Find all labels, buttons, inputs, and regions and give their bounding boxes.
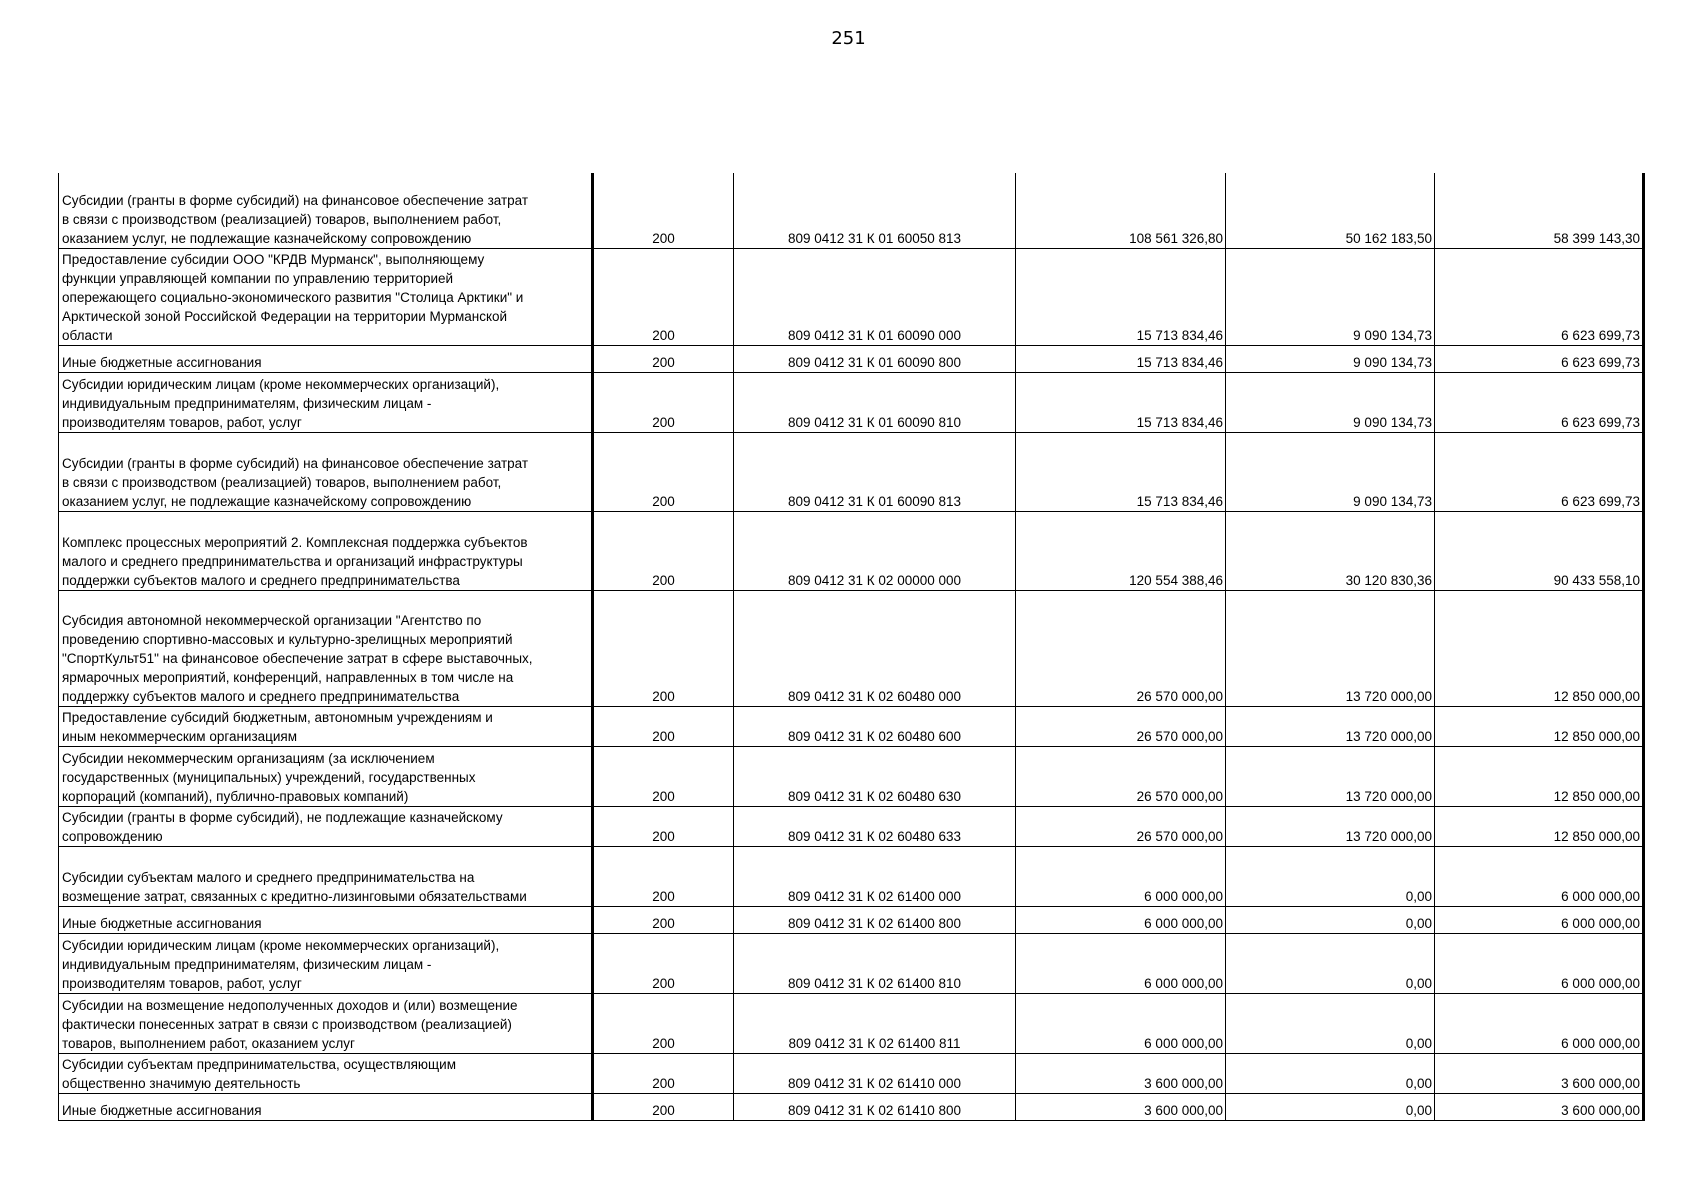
row-kbk: 809 0412 31 К 01 60090 800 bbox=[734, 345, 1016, 372]
row-col3: 3 600 000,00 bbox=[1435, 1053, 1644, 1093]
table-row bbox=[59, 345, 1644, 372]
row-col3: 6 623 699,73 bbox=[1435, 432, 1644, 511]
row-kbk: 809 0412 31 К 02 61400 811 bbox=[734, 993, 1016, 1053]
row-code: 200 bbox=[593, 345, 734, 372]
row-col2: 9 090 134,73 bbox=[1226, 248, 1435, 345]
row-code: 200 bbox=[593, 432, 734, 511]
row-kbk: 809 0412 31 К 01 60090 000 bbox=[734, 248, 1016, 345]
table-row bbox=[59, 806, 1644, 846]
row-total: 6 000 000,00 bbox=[1016, 993, 1226, 1053]
row-total: 26 570 000,00 bbox=[1016, 746, 1226, 806]
row-total: 15 713 834,46 bbox=[1016, 248, 1226, 345]
row-col2: 0,00 bbox=[1226, 1093, 1435, 1120]
row-code: 200 bbox=[593, 806, 734, 846]
row-name: Субсидии субъектам малого и среднего предпринимательства на возмещение затрат, связанных с кредитно-лизинговыми обязательствами bbox=[59, 846, 593, 906]
row-col3: 12 850 000,00 bbox=[1435, 746, 1644, 806]
row-kbk: 809 0412 31 К 02 60480 633 bbox=[734, 806, 1016, 846]
row-col3: 6 000 000,00 bbox=[1435, 846, 1644, 906]
row-col3: 12 850 000,00 bbox=[1435, 806, 1644, 846]
row-code: 200 bbox=[593, 846, 734, 906]
row-col3: 6 000 000,00 bbox=[1435, 993, 1644, 1053]
table-row bbox=[59, 1093, 1644, 1120]
table-row bbox=[59, 248, 1644, 345]
row-kbk: 809 0412 31 К 02 60480 630 bbox=[734, 746, 1016, 806]
row-code: 200 bbox=[593, 706, 734, 746]
row-name: Субсидии юридическим лицам (кроме некоммерческих организаций), индивидуальным предпринимателям, физическим лицам - производителям товаров, работ, услуг bbox=[59, 372, 593, 432]
row-name: Субсидии юридическим лицам (кроме некоммерческих организаций), индивидуальным предпринимателям, физическим лицам - производителям товаров, работ, услуг bbox=[59, 933, 593, 993]
row-code: 200 bbox=[593, 511, 734, 590]
row-col2: 0,00 bbox=[1226, 1053, 1435, 1093]
row-col2: 9 090 134,73 bbox=[1226, 372, 1435, 432]
table-row bbox=[59, 173, 1644, 248]
table-row bbox=[59, 1053, 1644, 1093]
row-name: Субсидии (гранты в форме субсидий) на финансовое обеспечение затрат в связи с производством (реализацией) товаров, выполнением работ, оказанием услуг, не подлежащие казначейскому сопровождению bbox=[59, 173, 593, 248]
row-kbk: 809 0412 31 К 02 60480 000 bbox=[734, 590, 1016, 706]
row-col3: 3 600 000,00 bbox=[1435, 1093, 1644, 1120]
table-row bbox=[59, 933, 1644, 993]
row-col3: 12 850 000,00 bbox=[1435, 590, 1644, 706]
row-name: Предоставление субсидий бюджетным, автономным учреждениям и иным некоммерческим организациям bbox=[59, 706, 593, 746]
row-total: 3 600 000,00 bbox=[1016, 1093, 1226, 1120]
row-name: Субсидия автономной некоммерческой организации "Агентство по проведению спортивно-массовых и культурно-зрелищных мероприятий "СпортКульт51" на финансовое обеспечение затрат в сфере выставочных, ярмарочных мероприятий, конференций, направленных в том числе на поддержку субъектов малого и среднего предпринимательства bbox=[59, 590, 593, 706]
row-col3: 6 000 000,00 bbox=[1435, 906, 1644, 933]
row-name: Субсидии субъектам предпринимательства, осуществляющим общественно значимую деятельность bbox=[59, 1053, 593, 1093]
row-name: Комплекс процессных мероприятий 2. Комплексная поддержка субъектов малого и среднего предпринимательства и организаций инфраструктуры поддержки субъектов малого и среднего предпринимательства bbox=[59, 511, 593, 590]
row-name: Субсидии (гранты в форме субсидий) на финансовое обеспечение затрат в связи с производством (реализацией) товаров, выполнением работ, оказанием услуг, не подлежащие казначейскому сопровождению bbox=[59, 432, 593, 511]
row-kbk: 809 0412 31 К 02 61400 810 bbox=[734, 933, 1016, 993]
row-total: 120 554 388,46 bbox=[1016, 511, 1226, 590]
row-code: 200 bbox=[593, 590, 734, 706]
row-kbk: 809 0412 31 К 02 00000 000 bbox=[734, 511, 1016, 590]
row-name: Иные бюджетные ассигнования bbox=[59, 1093, 593, 1120]
row-col3: 6 623 699,73 bbox=[1435, 345, 1644, 372]
row-col2: 13 720 000,00 bbox=[1226, 590, 1435, 706]
row-col2: 50 162 183,50 bbox=[1226, 173, 1435, 248]
row-code: 200 bbox=[593, 906, 734, 933]
row-kbk: 809 0412 31 К 02 61410 800 bbox=[734, 1093, 1016, 1120]
row-name: Иные бюджетные ассигнования bbox=[59, 906, 593, 933]
row-kbk: 809 0412 31 К 02 61400 800 bbox=[734, 906, 1016, 933]
row-total: 26 570 000,00 bbox=[1016, 590, 1226, 706]
table-row bbox=[59, 706, 1644, 746]
row-col3: 90 433 558,10 bbox=[1435, 511, 1644, 590]
row-code: 200 bbox=[593, 372, 734, 432]
row-name: Иные бюджетные ассигнования bbox=[59, 345, 593, 372]
row-col2: 0,00 bbox=[1226, 846, 1435, 906]
row-total: 6 000 000,00 bbox=[1016, 846, 1226, 906]
table-row bbox=[59, 746, 1644, 806]
budget-table bbox=[58, 173, 1645, 1121]
table-row bbox=[59, 993, 1644, 1053]
row-code: 200 bbox=[593, 1053, 734, 1093]
row-col2: 0,00 bbox=[1226, 993, 1435, 1053]
row-kbk: 809 0412 31 К 02 61410 000 bbox=[734, 1053, 1016, 1093]
table-row bbox=[59, 432, 1644, 511]
row-col2: 13 720 000,00 bbox=[1226, 806, 1435, 846]
row-total: 6 000 000,00 bbox=[1016, 933, 1226, 993]
row-col2: 13 720 000,00 bbox=[1226, 706, 1435, 746]
row-total: 3 600 000,00 bbox=[1016, 1053, 1226, 1093]
row-total: 26 570 000,00 bbox=[1016, 706, 1226, 746]
row-kbk: 809 0412 31 К 01 60090 813 bbox=[734, 432, 1016, 511]
row-name: Субсидии (гранты в форме субсидий), не подлежащие казначейскому сопровождению bbox=[59, 806, 593, 846]
row-name: Предоставление субсидии ООО "КРДВ Мурманск", выполняющему функции управляющей компании по управлению территорией опережающего социально-экономического развития "Столица Арктики" и Арктической зоной Российской Федерации на территории Мурманской области bbox=[59, 248, 593, 345]
row-total: 6 000 000,00 bbox=[1016, 906, 1226, 933]
row-col3: 6 623 699,73 bbox=[1435, 248, 1644, 345]
budget-table-body bbox=[59, 173, 1644, 1120]
row-total: 26 570 000,00 bbox=[1016, 806, 1226, 846]
row-col3: 12 850 000,00 bbox=[1435, 706, 1644, 746]
table-row bbox=[59, 846, 1644, 906]
row-col3: 6 000 000,00 bbox=[1435, 933, 1644, 993]
row-total: 15 713 834,46 bbox=[1016, 432, 1226, 511]
row-name: Субсидии некоммерческим организациям (за исключением государственных (муниципальных) учреждений, государственных корпораций (компаний), публично-правовых компаний) bbox=[59, 746, 593, 806]
row-code: 200 bbox=[593, 248, 734, 345]
row-code: 200 bbox=[593, 173, 734, 248]
row-kbk: 809 0412 31 К 01 60090 810 bbox=[734, 372, 1016, 432]
row-name: Субсидии на возмещение недополученных доходов и (или) возмещение фактически понесенных затрат в связи с производством (реализацией) товаров, выполнением работ, оказанием услуг bbox=[59, 993, 593, 1053]
table-row bbox=[59, 372, 1644, 432]
row-col2: 9 090 134,73 bbox=[1226, 345, 1435, 372]
row-col2: 13 720 000,00 bbox=[1226, 746, 1435, 806]
row-col2: 30 120 830,36 bbox=[1226, 511, 1435, 590]
row-kbk: 809 0412 31 К 01 60050 813 bbox=[734, 173, 1016, 248]
page-number: 251 bbox=[831, 28, 866, 49]
table-row bbox=[59, 906, 1644, 933]
row-total: 15 713 834,46 bbox=[1016, 372, 1226, 432]
table-row bbox=[59, 590, 1644, 706]
row-col3: 58 399 143,30 bbox=[1435, 173, 1644, 248]
table-row bbox=[59, 511, 1644, 590]
row-code: 200 bbox=[593, 1093, 734, 1120]
row-total: 108 561 326,80 bbox=[1016, 173, 1226, 248]
row-code: 200 bbox=[593, 933, 734, 993]
row-code: 200 bbox=[593, 993, 734, 1053]
row-col2: 0,00 bbox=[1226, 933, 1435, 993]
row-kbk: 809 0412 31 К 02 61400 000 bbox=[734, 846, 1016, 906]
row-total: 15 713 834,46 bbox=[1016, 345, 1226, 372]
row-col3: 6 623 699,73 bbox=[1435, 372, 1644, 432]
row-code: 200 bbox=[593, 746, 734, 806]
row-col2: 0,00 bbox=[1226, 906, 1435, 933]
row-kbk: 809 0412 31 К 02 60480 600 bbox=[734, 706, 1016, 746]
row-col2: 9 090 134,73 bbox=[1226, 432, 1435, 511]
